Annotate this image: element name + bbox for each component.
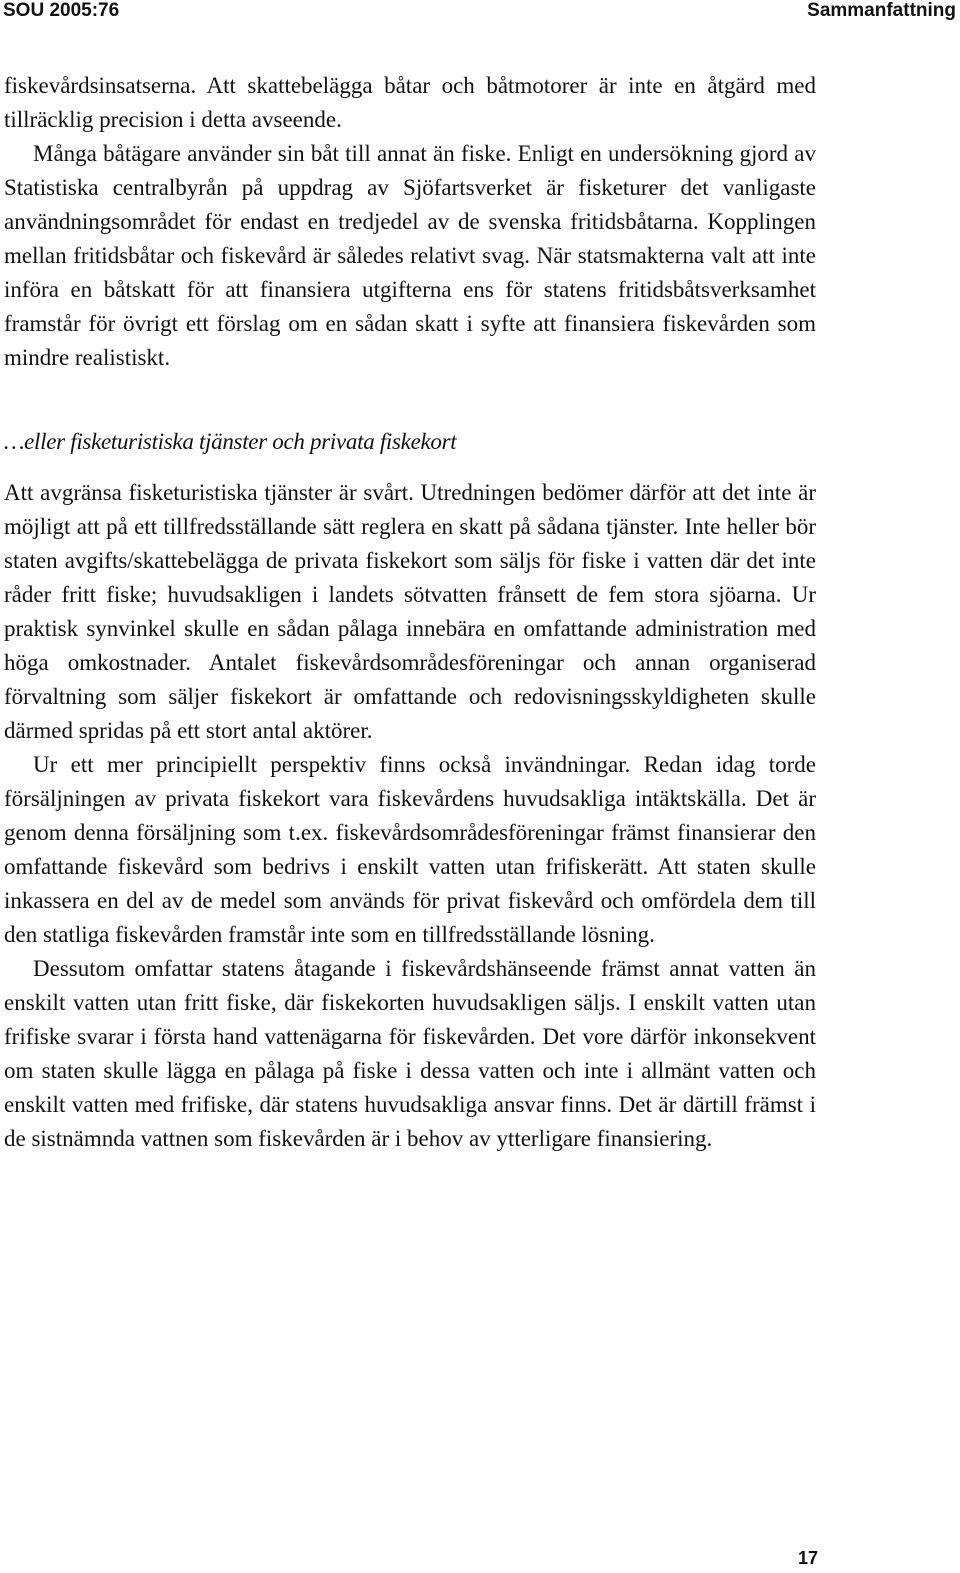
- paragraph: Ur ett mer principiellt perspektiv finns också invändningar. Redan idag torde försäljningen av privata fiskekort vara fiskevårdens huvudsakliga intäktskälla. Det är genom denna försäljning som t.ex. fiskevårdsområdesföreningar främst finansierar den omfattande fiskevård som bedrivs i enskilt vatten utan frifiskerätt. Att staten skulle inkassera en del av de medel som används för privat fiskevård och omfördela dem till den statliga fiskevården framstår inte som en tillfredsställande lösning.: [4, 752, 816, 947]
- paragraph: Många båtägare använder sin båt till annat än fiske. Enligt en undersökning gjord av Statistiska centralbyrån på uppdrag av Sjöfartsverket är fisketurer det vanligaste användningsområdet för endast en tredjedel av de svenska fritidsbåtarna. Kopplingen mellan fritidsbåtar och fiskevård är således relativt svag. När statsmakterna valt att inte införa en båtskatt för att finansiera utgifterna ens för statens fritidsbåtsverksamhet framstår för övrigt ett förslag om en sådan skatt i syfte att finansiera fiskevården som mindre realistiskt.: [4, 141, 816, 370]
- paragraph-continued: fiskevårdsinsatserna. Att skattebelägga båtar och båtmotorer är inte en åtgärd med tillräcklig precision i detta avseende.: [4, 73, 816, 132]
- running-header: [0, 0, 960, 24]
- paragraph: Dessutom omfattar statens åtagande i fiskevårdshänseende främst annat vatten än enskilt vatten utan fritt fiske, där fiskekorten huvudsakligen säljs. I enskilt vatten utan frifiske svarar i första hand vattenägarna för fiskevården. Det vore därför inkonsekvent om staten skulle lägga en pålaga på fiske i dessa vatten och inte i allmänt vatten och enskilt vatten med frifiske, där statens huvudsakliga ansvar finns. Det är därtill främst i de sistnämnda vattnen som fiskevården är i behov av ytterligare finansiering.: [4, 956, 816, 1151]
- section-title: Sammanfattning: [807, 0, 956, 21]
- page-number: 17: [797, 1548, 818, 1568]
- body-text: [4, 69, 816, 1156]
- document-reference: SOU 2005:76: [3, 0, 120, 21]
- section-spacer: [4, 375, 816, 425]
- subheading: …eller fisketuristiska tjänster och privata fiskekort: [4, 429, 457, 454]
- paragraph: Att avgränsa fisketuristiska tjänster är svårt. Utredningen bedömer därför att det inte är möjligt att på ett tillfredsställande sätt reglera en skatt på sådana tjänster. Inte heller bör staten avgifts/skattebelägga de privata fiskekort som säljs för fiske i vatten där det inte råder fritt fiske; huvudsakligen i landets sötvatten frånsett de fem stora sjöarna. Ur praktisk synvinkel skulle en sådan pålaga innebära en omfattande administration med höga omkostnader. Antalet fiskevårdsområdesföreningar och annan organiserad förvaltning som säljer fiskekort är omfattande och redovisningsskyldigheten skulle därmed spridas på ett stort antal aktörer.: [4, 480, 816, 743]
